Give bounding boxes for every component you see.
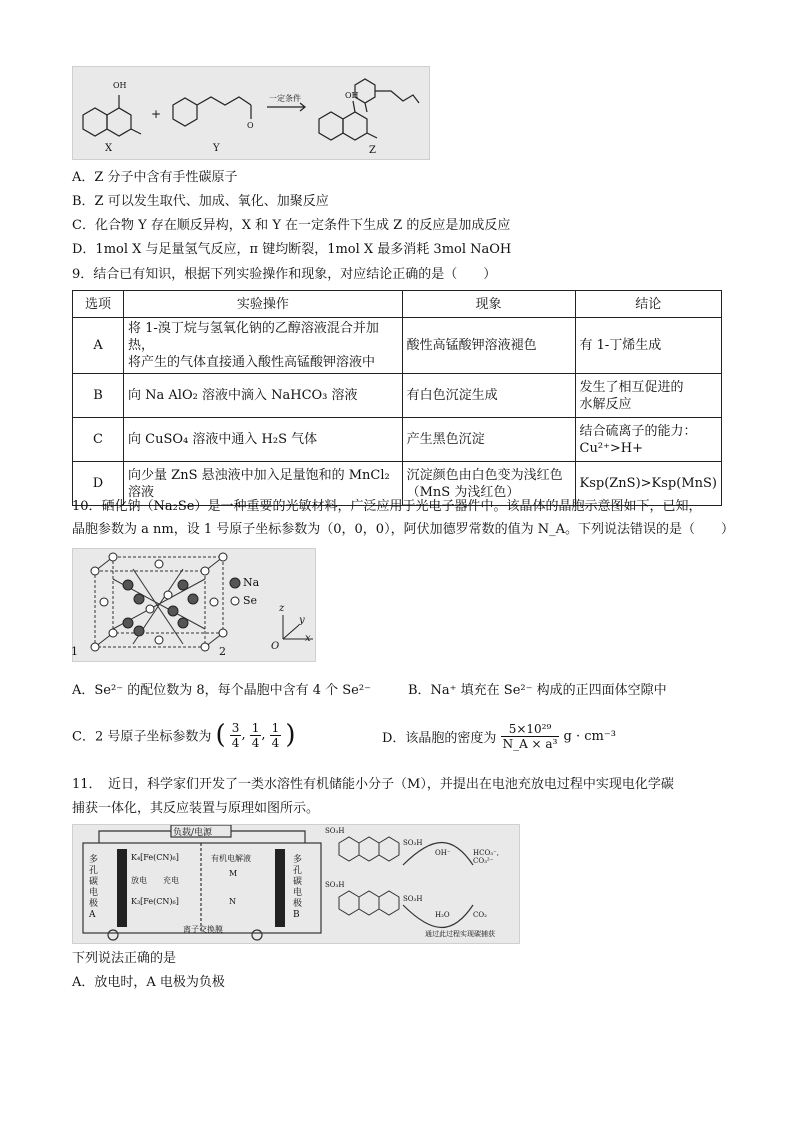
coord-x: $\frac{3}{4}$ <box>231 720 240 750</box>
axis-y-label: y <box>299 615 305 626</box>
q10-option-d <box>382 722 616 751</box>
option-c-text: C．2 号原子坐标参数为 <box>72 729 212 745</box>
hco3-label: HCO₃⁻, CO₃²⁻ <box>473 849 499 865</box>
q11-stem-line1: 11． 近日，科学家们开发了一类水溶性有机储能小分子（M），并提出在电池充放电过程中实现电化学碳 <box>72 777 674 792</box>
row-option: B <box>73 374 124 418</box>
q9-table <box>72 290 722 506</box>
row-phenomenon: 有白色沉淀生成 <box>402 374 575 418</box>
q9-stem: 9．结合已有知识，根据下列实验操作和现象，对应结论正确的是（ ） <box>72 267 497 282</box>
table-row <box>73 418 722 462</box>
q8-option-c: C．化合物 Y 存在顺反异构，X 和 Y 在一定条件下生成 Z 的反应是加成反应 <box>72 218 511 233</box>
row-conclusion: 有 1-丁烯生成 <box>575 318 722 374</box>
q11-stem-line2: 捕获一体化，其反应装置与原理如图所示。 <box>72 801 320 816</box>
axis-z-label: z <box>279 603 285 614</box>
label-y: Y <box>213 143 220 154</box>
reaction-figure <box>72 66 430 160</box>
row-conclusion: 结合硫离子的能力： Cu²⁺>H+ <box>575 418 722 462</box>
row-operation: 向 Na AlO₂ 溶液中滴入 NaHCO₃ 溶液 <box>124 374 403 418</box>
right-electrode-label: 多孔碳电极B <box>293 855 303 920</box>
header-option: 选项 <box>73 291 124 318</box>
row-option: C <box>73 418 124 462</box>
crystal-cell-figure <box>72 548 316 662</box>
plus-sign: + <box>151 107 162 121</box>
atom-label-2: 2 <box>219 645 226 658</box>
row-conclusion: 发生了相互促进的 水解反应 <box>575 374 722 418</box>
density-fraction: $\frac{\text{5×10²⁹}}{\text{N\_A × a³}}$ <box>502 722 558 751</box>
legend-na: Na <box>243 576 260 589</box>
membrane-label: 离子交换膜 <box>183 925 223 934</box>
q10-stem-line1: 10．硒化钠（Na₂Se）是一种重要的光敏材料，广泛应用于光电子器件中。该晶体的晶胞示意图如下，已知， <box>72 499 702 514</box>
q8-option-d: D．1mol X 与足量氢气反应，π 键均断裂，1mol X 最多消耗 3mol NaOH <box>72 242 512 257</box>
atom-oh-x: OH <box>113 81 127 90</box>
density-unit: g · cm⁻³ <box>563 729 616 744</box>
axis-origin-label: O <box>271 641 280 652</box>
label-z: Z <box>369 145 376 156</box>
battery-figure <box>72 824 520 944</box>
co2-label: CO₂ <box>473 911 487 919</box>
row-operation: 将 1-溴丁烷与氢氧化钠的乙醇溶液混合并加热， 将产生的气体直接通入酸性高锰酸钾溶液中 <box>124 318 403 374</box>
row-phenomenon: 酸性高锰酸钾溶液褪色 <box>402 318 575 374</box>
discharge-label: 放电 <box>131 876 147 885</box>
q10-option-a: A．Se²⁻ 的配位数为 8，每个晶胞中含有 4 个 Se²⁻ <box>72 683 371 698</box>
h2o-label: H₂O <box>435 911 450 919</box>
so3h-label-3: SO₃H <box>325 881 345 889</box>
row-phenomenon: 沉淀颜色由白色变为浅红色 （MnS 为浅红色） <box>402 462 575 506</box>
coord-y: $\frac{1}{4}$ <box>251 720 260 750</box>
legend-se: Se <box>243 594 258 607</box>
q8-option-b: B．Z 可以发生取代、加成、氧化、加聚反应 <box>72 194 329 209</box>
atom-oh-z: OH <box>345 91 359 100</box>
q10-option-c: C．2 号原子坐标参数为 ( $\frac{3}{4}$ , $\frac{1}{4}$ , $\frac{1}{4}$ ) <box>72 720 296 750</box>
axis-x-label: x <box>305 633 311 644</box>
organic-electrolyte-label: 有机电解液 <box>211 854 251 863</box>
arrow-condition: 一定条件 <box>269 94 301 103</box>
header-conclusion: 结论 <box>575 291 722 318</box>
row-phenomenon: 产生黑色沉淀 <box>402 418 575 462</box>
k3-label: K₃[Fe(CN)₆] <box>131 897 179 906</box>
m-label: M <box>229 869 238 878</box>
load-label: 负载/电源 <box>173 828 213 838</box>
oh-label: OH⁻ <box>435 849 451 857</box>
so3h-label-2: SO₃H <box>403 839 423 847</box>
coord-z: $\frac{1}{4}$ <box>271 720 280 750</box>
atom-o-y: O <box>247 121 254 130</box>
q8-option-a: A．Z 分子中含有手性碳原子 <box>72 170 238 185</box>
row-option: A <box>73 318 124 374</box>
option-d-text: D．该晶胞的密度为 <box>382 731 497 746</box>
q11-after-text: 下列说法正确的是 <box>72 951 177 966</box>
header-phenomenon: 现象 <box>402 291 575 318</box>
header-operation: 实验操作 <box>124 291 403 318</box>
row-operation: 向少量 ZnS 悬浊液中加入足量饱和的 MnCl₂ 溶液 <box>124 462 403 506</box>
charge-label: 充电 <box>163 876 179 885</box>
n-label: N <box>229 897 236 906</box>
row-option: D <box>73 462 124 506</box>
q9-header-row <box>73 291 722 318</box>
left-electrode-label: 多孔碳电极A <box>89 855 99 920</box>
label-x: X <box>105 143 113 154</box>
q10-stem-line2: 晶胞参数为 a nm，设 1 号原子坐标参数为（0，0，0），阿伏加德罗常数的值为 N_A。下列说法错误的是（ ） <box>72 522 734 537</box>
so3h-label-1: SO₃H <box>325 827 345 835</box>
q10-option-b: B．Na⁺ 填充在 Se²⁻ 构成的正四面体空隙中 <box>408 683 667 698</box>
q11-option-a: A．放电时，A 电极为负极 <box>72 975 225 990</box>
so3h-label-4: SO₃H <box>403 895 423 903</box>
carbon-capture-caption: 通过此过程实现碳捕获 <box>425 930 495 938</box>
row-conclusion: Ksp(ZnS)>Ksp(MnS) <box>575 462 722 506</box>
atom-label-1: 1 <box>71 645 78 658</box>
row-operation: 向 CuSO₄ 溶液中通入 H₂S 气体 <box>124 418 403 462</box>
table-row <box>73 318 722 374</box>
k4-label: K₄[Fe(CN)₆] <box>131 853 179 862</box>
table-row <box>73 374 722 418</box>
